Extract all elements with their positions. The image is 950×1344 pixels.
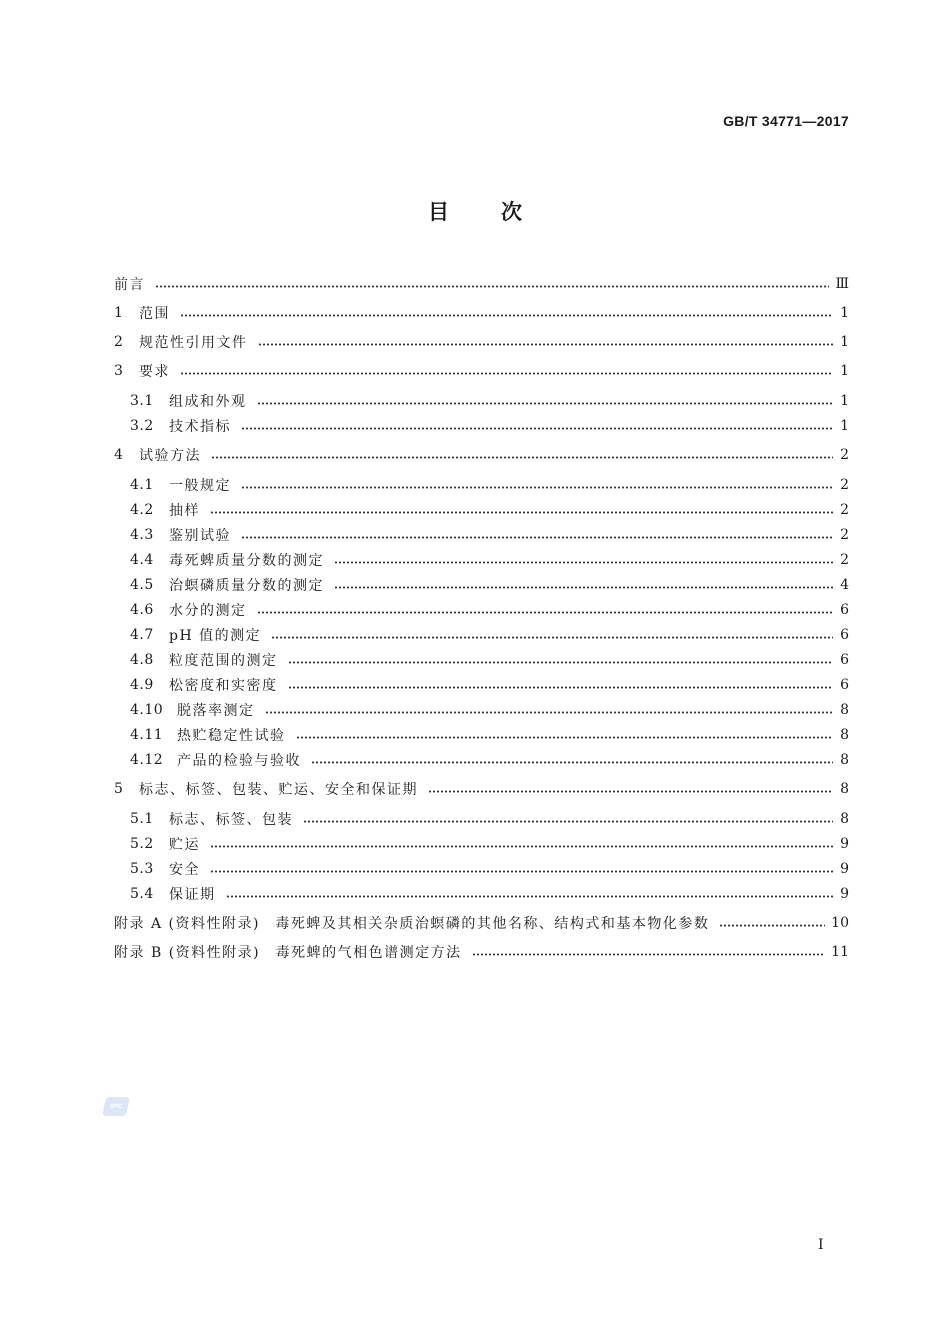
- dot-leader: [334, 586, 833, 589]
- toc-entry[interactable]: [114, 360, 849, 382]
- page-number: I: [818, 1237, 824, 1253]
- toc-entry-page: Ⅲ: [835, 276, 849, 292]
- dot-leader: [472, 953, 826, 956]
- toc-entry[interactable]: [114, 808, 849, 830]
- toc-entry[interactable]: [114, 474, 849, 496]
- dot-leader: [719, 924, 825, 927]
- dot-leader: [257, 402, 834, 405]
- toc-entry-number: 4.3: [130, 527, 154, 543]
- toc-entry-label: 前言: [114, 277, 145, 293]
- toc-entry-page: 10: [831, 915, 849, 931]
- dot-leader: [258, 343, 834, 346]
- toc-entry-label: 标志、标签、包装、贮运、安全和保证期: [139, 782, 418, 798]
- toc-entry-label: 产品的检验与验收: [177, 753, 301, 769]
- watermark-logo: SPC: [102, 1097, 130, 1116]
- dot-leader: [241, 427, 833, 430]
- toc-entry-label: 试验方法: [139, 448, 201, 464]
- toc-entry-number: 5.3: [130, 861, 154, 877]
- toc-entry-label: pH 值的测定: [169, 628, 262, 644]
- toc-entry-page: 9: [840, 836, 849, 852]
- toc-entry-page: 6: [840, 602, 849, 618]
- toc-entry-label: 抽样: [169, 503, 200, 519]
- toc-entry-page: 11: [831, 944, 849, 960]
- toc-entry-label: 附录 B (资料性附录) 毒死蜱的气相色谱测定方法: [114, 945, 462, 961]
- toc-entry-label: 范围: [139, 306, 170, 322]
- toc-entry-label: 组成和外观: [169, 394, 247, 410]
- toc-entry[interactable]: [114, 444, 849, 466]
- dot-leader: [180, 314, 833, 317]
- toc-entry-page: 2: [840, 447, 849, 463]
- toc-entry[interactable]: [114, 912, 849, 934]
- toc-entry-number: 5.4: [130, 886, 154, 902]
- toc-entry-label: 规范性引用文件: [139, 335, 248, 351]
- toc-entry-label: 粒度范围的测定: [169, 653, 278, 669]
- toc-entry-page: 1: [840, 418, 849, 434]
- toc-entry[interactable]: [114, 331, 849, 353]
- toc-entry-label: 水分的测定: [169, 603, 247, 619]
- toc-entry-number: 4: [114, 447, 124, 463]
- dot-leader: [303, 820, 833, 823]
- toc-entry-page: 1: [840, 363, 849, 379]
- dot-leader: [241, 486, 833, 489]
- toc-entry-number: 4.4: [130, 552, 154, 568]
- toc-entry-page: 1: [840, 334, 849, 350]
- toc-entry[interactable]: [114, 624, 849, 646]
- toc-entry[interactable]: [114, 302, 849, 324]
- toc-entry[interactable]: [114, 724, 849, 746]
- dot-leader: [211, 456, 833, 459]
- toc-entry-number: 4.2: [130, 502, 154, 518]
- toc-title: 目次: [428, 200, 574, 224]
- dot-leader: [210, 845, 833, 848]
- dot-leader: [334, 561, 833, 564]
- toc-entry-label: 松密度和实密度: [169, 678, 278, 694]
- toc-entry-number: 5.1: [130, 811, 154, 827]
- toc-entry-page: 8: [840, 781, 849, 797]
- toc-entry-page: 2: [840, 502, 849, 518]
- dot-leader: [155, 285, 829, 288]
- dot-leader: [241, 536, 833, 539]
- dot-leader: [271, 636, 833, 639]
- toc-entry-number: 4.9: [130, 677, 154, 693]
- toc-entry-number: 1: [114, 305, 124, 321]
- dot-leader: [428, 790, 833, 793]
- toc-entry[interactable]: [114, 415, 849, 437]
- toc-entry[interactable]: [114, 674, 849, 696]
- toc-entry-number: 5.2: [130, 836, 154, 852]
- toc-entry-page: 6: [840, 677, 849, 693]
- dot-leader: [257, 611, 834, 614]
- toc-entry-number: 3: [114, 363, 124, 379]
- toc-entry-number: 4.7: [130, 627, 154, 643]
- toc-entry[interactable]: [114, 941, 849, 963]
- toc-entry-number: 4.6: [130, 602, 154, 618]
- toc-entry-number: 4.5: [130, 577, 154, 593]
- toc-entry[interactable]: [114, 273, 849, 295]
- toc-entry-label: 鉴别试验: [169, 528, 231, 544]
- toc-entry[interactable]: [114, 858, 849, 880]
- dot-leader: [288, 686, 834, 689]
- toc-entry[interactable]: [114, 574, 849, 596]
- toc-entry-page: 6: [840, 652, 849, 668]
- toc-entry-label: 毒死蜱质量分数的测定: [169, 553, 324, 569]
- toc-entry-page: 1: [840, 393, 849, 409]
- toc-entry-number: 3.1: [130, 393, 154, 409]
- toc-entry[interactable]: [114, 649, 849, 671]
- toc-entry-label: 热贮稳定性试验: [177, 728, 286, 744]
- toc-entry-label: 技术指标: [169, 419, 231, 435]
- toc-entry-page: 2: [840, 552, 849, 568]
- dot-leader: [288, 661, 834, 664]
- dot-leader: [296, 736, 834, 739]
- toc-entry[interactable]: [114, 778, 849, 800]
- toc-entry-number: 4.12: [130, 752, 164, 768]
- dot-leader: [226, 895, 834, 898]
- toc-entry[interactable]: [114, 599, 849, 621]
- toc-entry-number: 4.10: [130, 702, 164, 718]
- toc-entry-label: 脱落率测定: [177, 703, 255, 719]
- dot-leader: [210, 870, 833, 873]
- toc-entry-page: 9: [840, 861, 849, 877]
- toc-entry-page: 2: [840, 527, 849, 543]
- toc-entry-page: 1: [840, 305, 849, 321]
- toc-entry-number: 4.8: [130, 652, 154, 668]
- toc-entry-page: 9: [840, 886, 849, 902]
- dot-leader: [311, 761, 833, 764]
- toc-entry-label: 附录 A (资料性附录) 毒死蜱及其相关杂质治螟磷的其他名称、结构式和基本物化参数: [114, 916, 710, 932]
- toc-entry[interactable]: [114, 833, 849, 855]
- dot-leader: [210, 511, 833, 514]
- toc-entry-label: 贮运: [169, 837, 200, 853]
- toc-entry-page: 8: [840, 752, 849, 768]
- toc-entry-page: 2: [840, 477, 849, 493]
- toc-entry[interactable]: [114, 883, 849, 905]
- table-of-contents: [114, 0, 849, 1344]
- toc-entry[interactable]: [114, 524, 849, 546]
- dot-leader: [180, 372, 833, 375]
- toc-entry-page: 8: [840, 702, 849, 718]
- toc-entry[interactable]: [114, 390, 849, 412]
- toc-entry-label: 安全: [169, 862, 200, 878]
- toc-entry[interactable]: [114, 549, 849, 571]
- toc-entry-number: 3.2: [130, 418, 154, 434]
- toc-entry-label: 保证期: [169, 887, 216, 903]
- toc-entry-number: 2: [114, 334, 124, 350]
- toc-entry-page: 8: [840, 727, 849, 743]
- toc-entry-page: 8: [840, 811, 849, 827]
- toc-entry-number: 5: [114, 781, 124, 797]
- toc-entry-page: 6: [840, 627, 849, 643]
- toc-entry-label: 要求: [139, 364, 170, 380]
- toc-entry-number: 4.11: [130, 727, 164, 743]
- toc-entry-label: 标志、标签、包装: [169, 812, 293, 828]
- toc-entry-number: 4.1: [130, 477, 154, 493]
- dot-leader: [265, 711, 834, 714]
- toc-entry-label: 一般规定: [169, 478, 231, 494]
- standard-code: GB/T 34771—2017: [723, 113, 849, 129]
- toc-entry-label: 治螟磷质量分数的测定: [169, 578, 324, 594]
- toc-entry-page: 4: [840, 577, 849, 593]
- toc-entry[interactable]: [114, 749, 849, 771]
- toc-entry[interactable]: [114, 699, 849, 721]
- toc-entry[interactable]: [114, 499, 849, 521]
